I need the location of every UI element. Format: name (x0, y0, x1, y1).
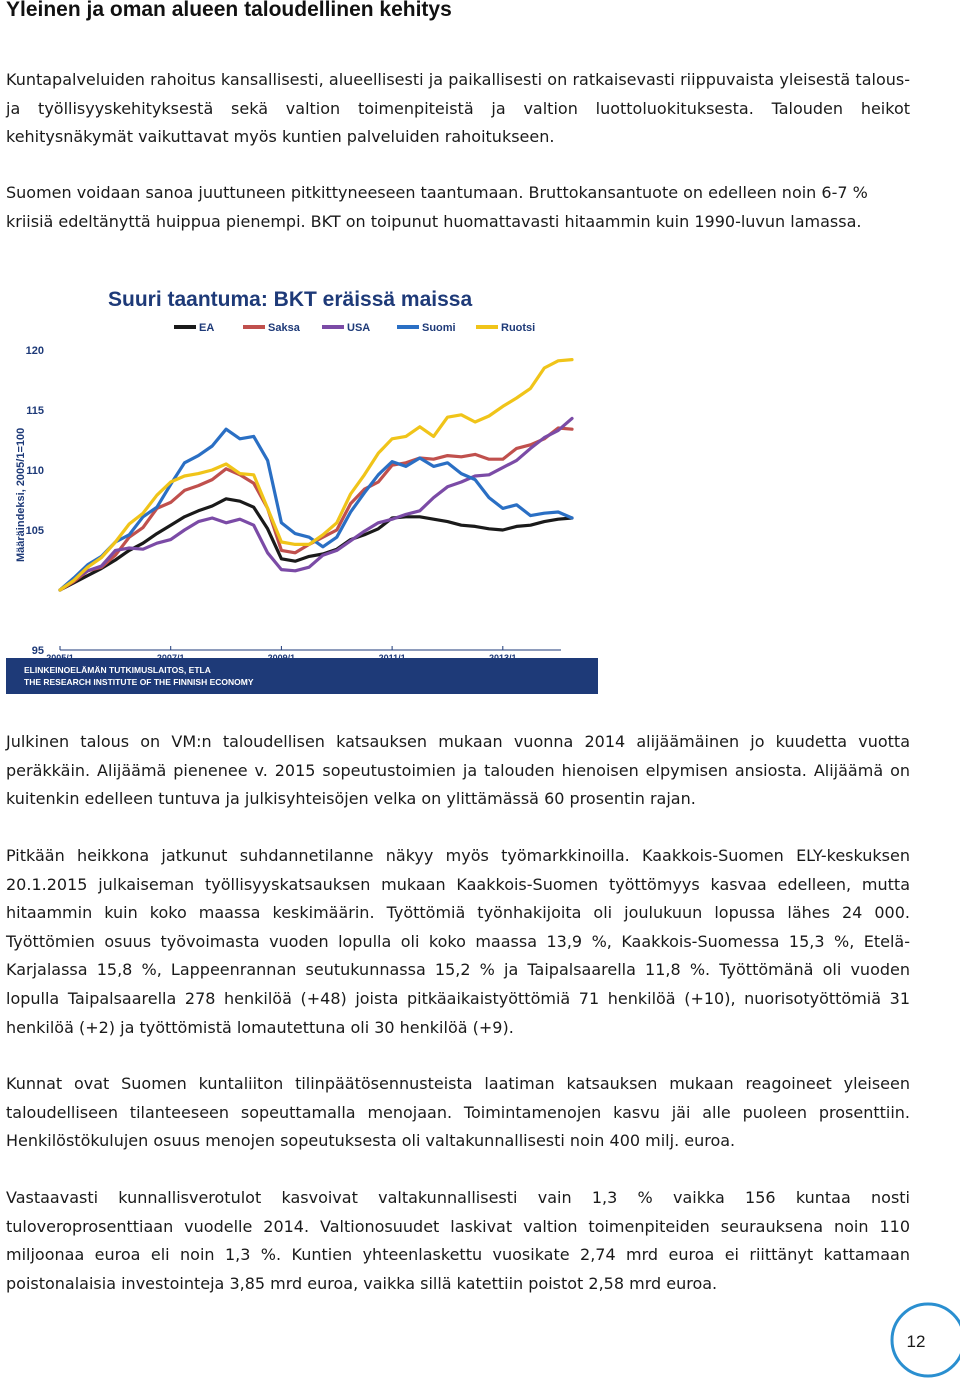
legend-label-ruotsi: Ruotsi (501, 322, 536, 334)
legend-label-suomi: Suomi (422, 322, 456, 334)
legend-label-ea: EA (199, 322, 215, 334)
y-tick-label: 105 (25, 525, 44, 537)
page-number-badge (888, 1300, 960, 1380)
page-number-circle-icon (888, 1300, 960, 1380)
paragraph-2: Suomen voidaan sanoa juuttuneen pitkittyneeseen taantumaan. Bruttokansantuote on edelleen noin 6-7 % kriisiä edeltänyttä huippua pienempi. BKT on toipunut huomattavasti hitaammin kuin 1990-luvun lamassa. (6, 183, 868, 231)
legend-label-usa: USA (347, 322, 371, 334)
y-axis-label: Määräindeksi, 2005/1=100 (15, 427, 27, 562)
chart-title: Suuri taantuma: BKT eräissä maissa (108, 288, 473, 311)
gdp-chart-figure (6, 266, 598, 694)
paragraph-5: Kunnat ovat Suomen kuntaliiton tilinpäätösennusteista laatiman katsauksen mukaan reagoineet yleiseen taloudelliseen tilanteeseen sopeuttamalla menojaan. Toimintamenojen kasvu jäi alle puoleen prosenttiin. Henkilöstökulujen osuus menojen sopeutuksesta oli valtakunnallisesti noin 400 milj. euroa. (6, 1074, 910, 1151)
y-tick-label: 95 (31, 645, 44, 657)
y-tick-label: 110 (26, 465, 44, 477)
y-tick-label: 115 (26, 405, 44, 417)
chart-footer-band (6, 658, 598, 694)
gdp-line-chart (6, 266, 598, 694)
page-number: 12 (906, 1332, 926, 1351)
paragraph-3: Julkinen talous on VM:n taloudellisen katsauksen mukaan vuonna 2014 alijäämäinen jo kuudetta vuotta peräkkäin. Alijäämä pienenee v. 2015 sopeutustoimien ja talouden hienoisen elpymisen ansiosta. Alijäämä on kuitenkin edelleen tuntuva ja julkisyhteisöjen velka on ylittämässä 60 prosentin rajan. (6, 732, 910, 809)
chart-footer-line-2: THE RESEARCH INSTITUTE OF THE FINNISH ECONOMY (24, 677, 254, 687)
y-tick-label: 120 (25, 345, 44, 357)
chart-footer-line-1: ELINKEINOELÄMÄN TUTKIMUSLAITOS, ETLA (24, 665, 211, 675)
paragraph-6: Vastaavasti kunnallisverotulot kasvoivat valtakunnallisesti vain 1,3 % vaikka 156 kuntaa nosti tuloveroprosenttiaan vuodelle 2014. Valtionosuudet laskivat valtion toimenpiteiden seurauksena noin 110 miljoonaa euroa eli noin 1,3 %. Kuntien yhteenlaskettu vuosikate 2,74 mrd euroa ei riittänyt kattamaan poistonalaisia investointeja 3,85 mrd euroa, vaikka sillä katettiin poistot 2,58 mrd euroa. (6, 1188, 910, 1293)
paragraph-1: Kuntapalveluiden rahoitus kansallisesti, alueellisesti ja paikallisesti on ratkaisevasti riippuvaista yleisestä talous- ja työllisyyskehityksestä sekä valtion toimenpiteistä ja valtion luottoluokituksesta. Talouden heikot kehitysnäkymät vaikuttavat myös kuntien palveluiden rahoitukseen. (6, 70, 910, 147)
page-heading: Yleinen ja oman alueen taloudellinen kehitys (6, 0, 452, 21)
legend-label-saksa: Saksa (268, 322, 300, 334)
paragraph-4: Pitkään heikkona jatkunut suhdannetilanne näkyy myös työmarkkinoilla. Kaakkois-Suomen ELY-keskuksen 20.1.2015 julkaiseman työllisyyskatsauksen mukaan Kaakkois-Suomen työttömyys kasvaa edelleen, mutta hitaammin kuin koko maassa keskimäärin. Työttömiä työnhakijoita oli joulukuun lopussa lähes 24 000. Työttömien osuus työvoimasta vuoden lopulla oli koko maassa 13,9 %, Kaakkois-Suomessa 15,3 %, Etelä-Karjalassa 15,8 %, Lappeenrannan seutukunnassa 15,2 % ja Taipalsaarella 11,8 %. Työttömänä oli vuoden lopulla Taipalsaarella 278 henkilöä (+48) joista pitkäaikaistyöttömiä 71 henkilöä (+10), nuorisotyöttömiä 31 henkilöä (+2) ja työttömistä lomautettuna oli 30 henkilöä (+9). (6, 846, 910, 1037)
